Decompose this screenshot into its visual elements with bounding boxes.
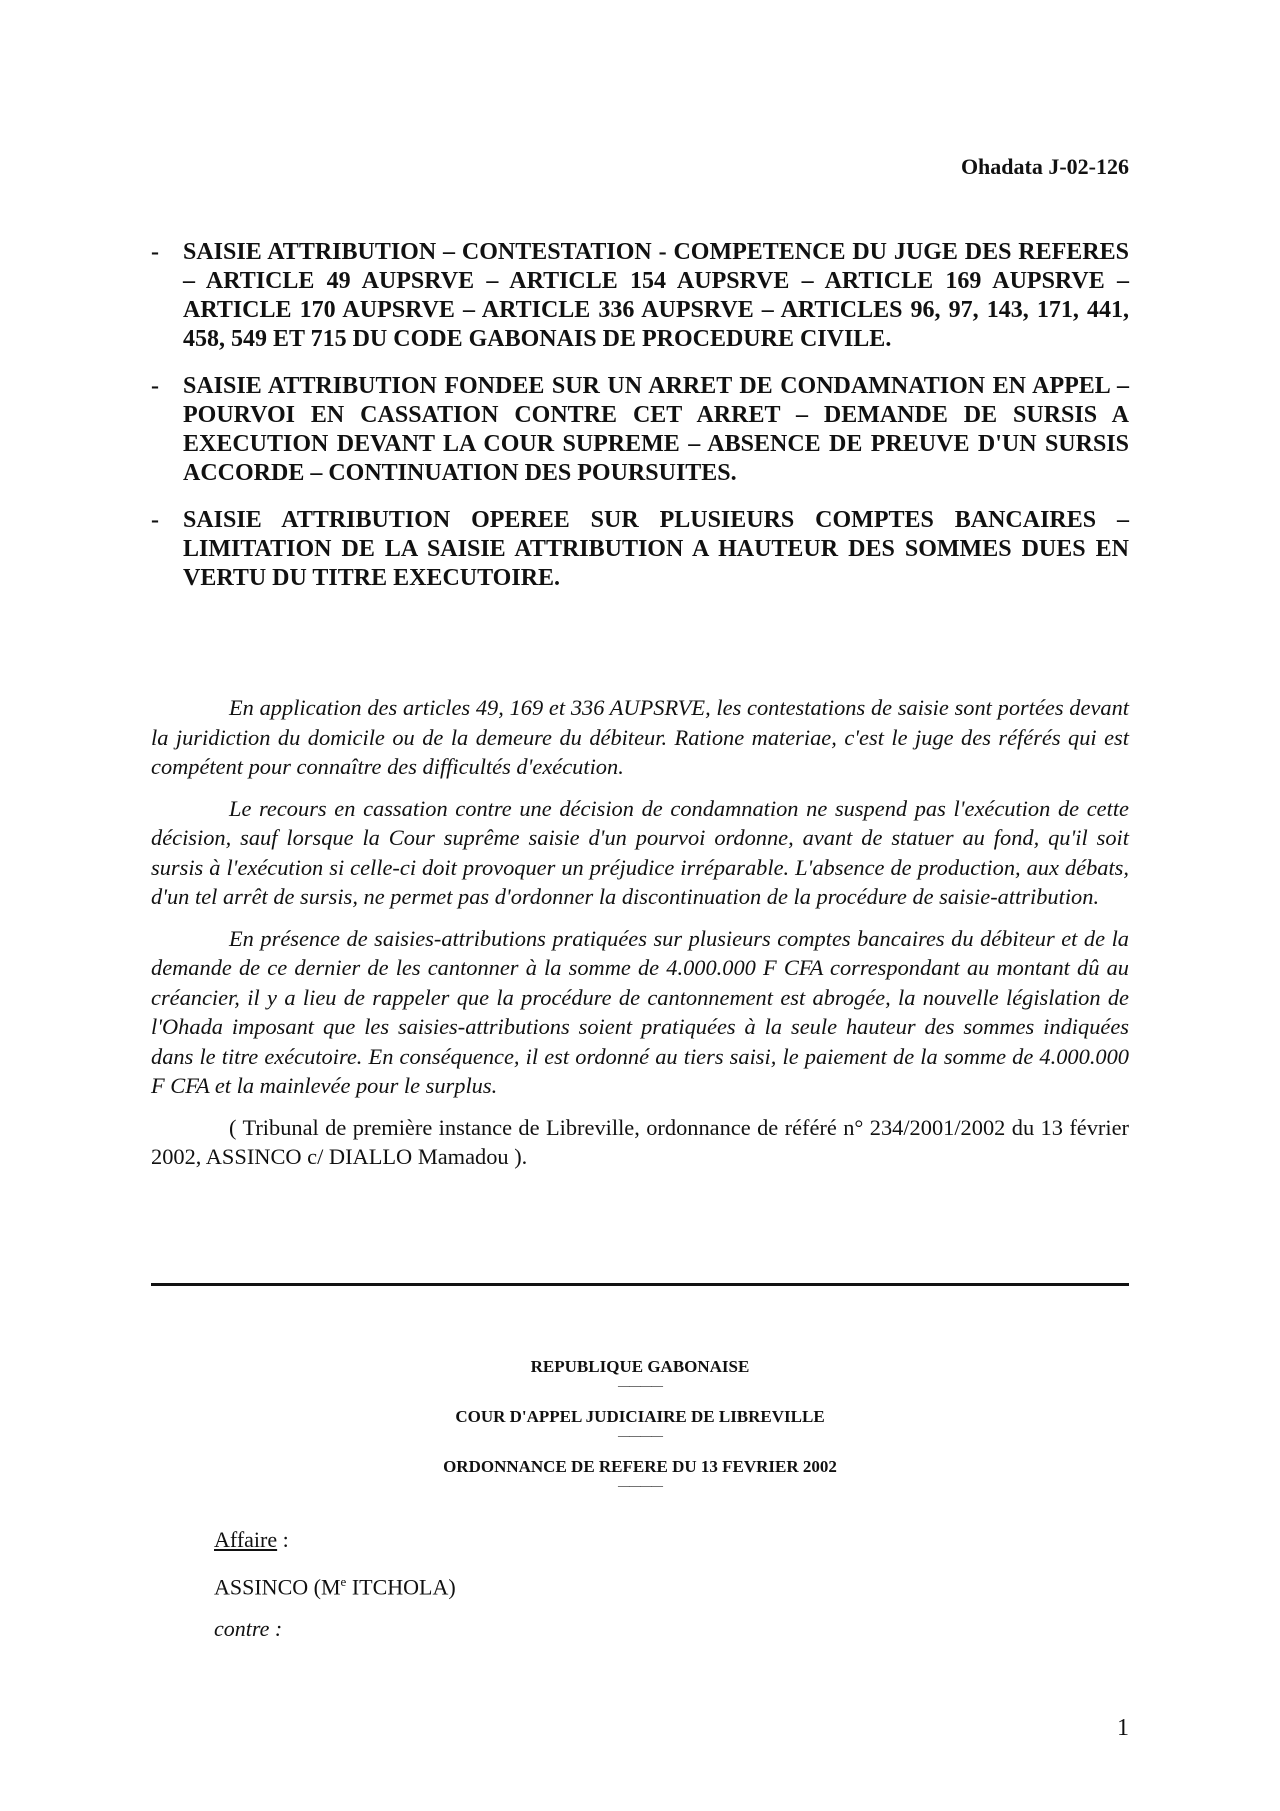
contre-line: contre : — [214, 1616, 283, 1642]
keyword-text: SAISIE ATTRIBUTION FONDEE SUR UN ARRET DE CONDAMNATION EN APPEL – POURVOI EN CASSATION CONTRE CET ARRET – DEMANDE DE SURSIS A EXECUTION DEVANT LA COUR SUPREME – ABSENCE DE PREUVE D'UN SURSIS ACCORDE – CONTINUATION DES POURSUITES. — [183, 373, 1129, 486]
plaintiff-sup: e — [340, 1574, 347, 1589]
document-reference: Ohadata J-02-126 — [960, 154, 1129, 179]
heading-separator: ———— — [618, 1478, 662, 1492]
republic-heading: REPUBLIQUE GABONAISE — [530, 1357, 750, 1376]
keyword-text: SAISIE ATTRIBUTION – CONTESTATION - COMPETENCE DU JUGE DES REFERES – ARTICLE 49 AUPSRVE – ARTICLE 154 AUPSRVE – ARTICLE 169 AUPSRVE – ARTICLE 170 AUPSRVE – ARTICLE 336 AUPSRVE – ARTICLES 96, 97, 143, 171, 441, 458, 549 ET 715 DU CODE GABONAIS DE PROCEDURE CIVILE. — [183, 239, 1129, 352]
keyword-dash: - — [151, 373, 159, 399]
decision-heading: ORDONNANCE DE REFERE DU 13 FEVRIER 2002 — [443, 1457, 837, 1476]
plaintiff-line — [214, 1567, 456, 1601]
summary-section — [151, 693, 1129, 1172]
case-citation: ( Tribunal de première instance de Libreville, ordonnance de référé n° 234/2001/2002 du 13 février 2002, ASSINCO c/ DIALLO Mamadou ). — [151, 1114, 1129, 1169]
affaire-label: Affaire — [214, 1527, 278, 1552]
keyword-text: SAISIE ATTRIBUTION OPEREE SUR PLUSIEURS COMPTES BANCAIRES – LIMITATION DE LA SAISIE ATTRIBUTION A HAUTEUR DES SOMMES DUES EN VERTU DU TITRE EXECUTOIRE. — [183, 507, 1129, 591]
keyword-dash: - — [151, 239, 159, 265]
plaintiff-prefix: ASSINCO (M — [214, 1574, 341, 1600]
heading-separator: ———— — [618, 1378, 662, 1392]
summary-paragraph: En présence de saisies-attributions pratiquées sur plusieurs comptes bancaires du débiteur et de la demande de ce dernier de les cantonner à la somme de 4.000.000 F CFA correspondant au montant dû au créancier, il y a lieu de rappeler que la procédure de cantonnement est abrogée, la nouvelle législation de l'Ohada imposant que les saisies-attributions soient pratiquées à la seule hauteur des sommes indiquées dans le titre exécutoire. En conséquence, il est ordonné au tiers saisi, le paiement de la somme de 4.000.000 F CFA et la mainlevée pour le surplus. — [151, 925, 1129, 1098]
summary-paragraph: En application des articles 49, 169 et 336 AUPSRVE, les contestations de saisie sont portées devant la juridiction du domicile ou de la demeure du débiteur. Ratione materiae, c'est le juge des référés qui est compétent pour connaître des difficultés d'exécution. — [151, 695, 1129, 779]
heading-separator: ———— — [618, 1428, 662, 1442]
parties-block — [214, 1525, 456, 1656]
keyword-item — [151, 372, 1129, 488]
keyword-item — [151, 506, 1129, 593]
affaire-colon: : — [277, 1527, 289, 1552]
keyword-dash: - — [151, 507, 159, 533]
keywords-list — [151, 238, 1129, 611]
decision-header — [151, 1356, 1129, 1506]
court-heading: COUR D'APPEL JUDICIAIRE DE LIBREVILLE — [455, 1407, 825, 1426]
page-number: 1 — [1117, 1715, 1129, 1741]
section-divider — [151, 1283, 1129, 1286]
keyword-item — [151, 238, 1129, 354]
summary-paragraph: Le recours en cassation contre une décision de condamnation ne suspend pas l'exécution de cette décision, sauf lorsque la Cour suprême saisie d'un pourvoi ordonne, avant de statuer au fond, qu'il soit sursis à l'exécution si celle-ci doit provoquer un préjudice irréparable. L'absence de production, aux débats, d'un tel arrêt de sursis, ne permet pas d'ordonner la discontinuation de la procédure de saisie-attribution. — [151, 795, 1129, 909]
plaintiff-suffix: ITCHOLA) — [346, 1574, 456, 1600]
affaire-line — [214, 1525, 456, 1554]
